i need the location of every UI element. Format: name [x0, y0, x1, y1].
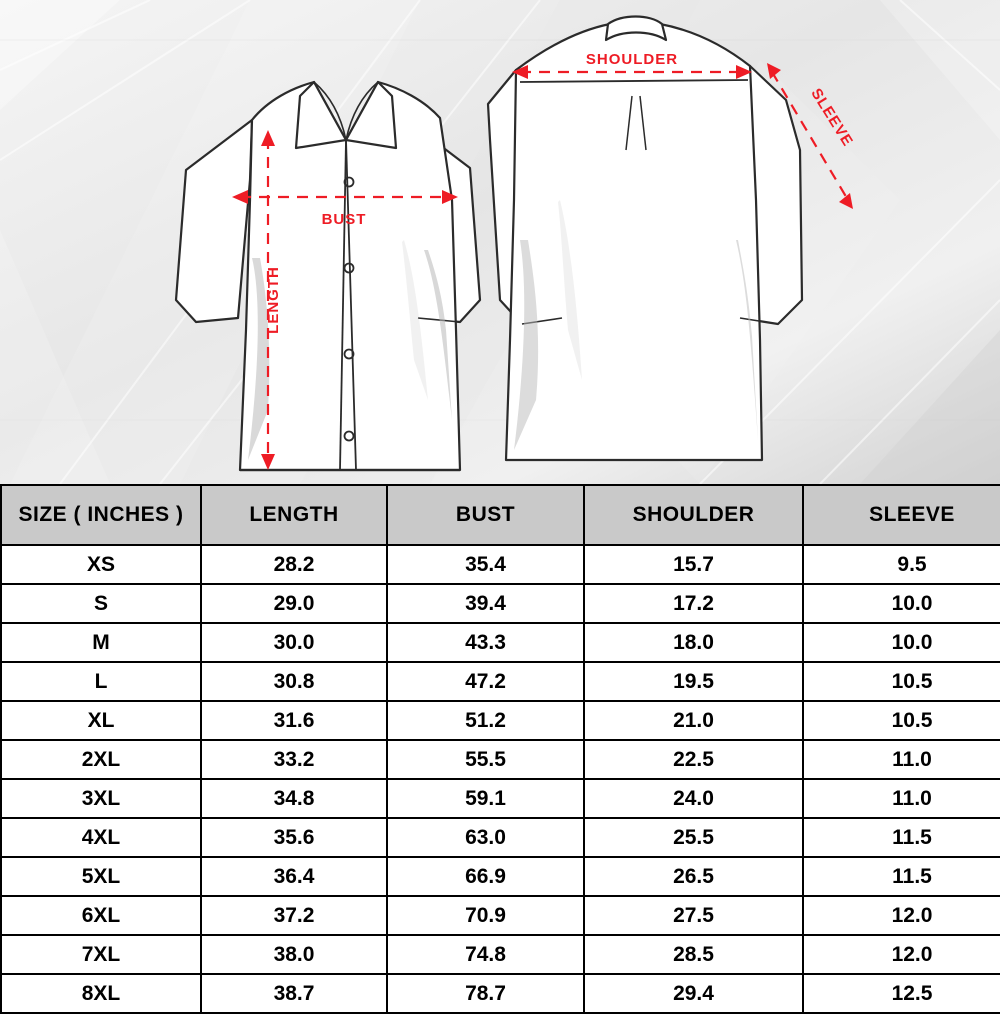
cell-bust: 43.3	[387, 623, 584, 662]
cell-length: 33.2	[201, 740, 387, 779]
table-body	[1, 545, 1000, 1013]
cell-sleeve: 11.0	[803, 779, 1000, 818]
cell-shoulder: 17.2	[584, 584, 803, 623]
cell-shoulder: 28.5	[584, 935, 803, 974]
cell-bust: 47.2	[387, 662, 584, 701]
cell-length: 38.0	[201, 935, 387, 974]
cell-bust: 63.0	[387, 818, 584, 857]
cell-sleeve: 12.5	[803, 974, 1000, 1013]
table-row	[1, 623, 1000, 662]
size-chart-table	[0, 484, 1000, 1014]
cell-sleeve: 9.5	[803, 545, 1000, 584]
table-row	[1, 818, 1000, 857]
cell-shoulder: 19.5	[584, 662, 803, 701]
cell-sleeve: 11.0	[803, 740, 1000, 779]
table-row	[1, 740, 1000, 779]
cell-sleeve: 10.0	[803, 623, 1000, 662]
cell-size: M	[1, 623, 201, 662]
column-header-length: LENGTH	[201, 485, 387, 545]
table-row	[1, 584, 1000, 623]
cell-length: 38.7	[201, 974, 387, 1013]
column-header-sleeve: SLEEVE	[803, 485, 1000, 545]
cell-bust: 78.7	[387, 974, 584, 1013]
cell-length: 30.8	[201, 662, 387, 701]
cell-shoulder: 21.0	[584, 701, 803, 740]
cell-length: 28.2	[201, 545, 387, 584]
cell-bust: 70.9	[387, 896, 584, 935]
cell-size: 3XL	[1, 779, 201, 818]
cell-length: 29.0	[201, 584, 387, 623]
cell-bust: 66.9	[387, 857, 584, 896]
cell-sleeve: 10.0	[803, 584, 1000, 623]
cell-size: 5XL	[1, 857, 201, 896]
cell-sleeve: 10.5	[803, 701, 1000, 740]
table-row	[1, 545, 1000, 584]
table-header	[1, 485, 1000, 545]
cell-size: 2XL	[1, 740, 201, 779]
cell-bust: 39.4	[387, 584, 584, 623]
garment-illustration	[0, 0, 1000, 484]
cell-bust: 55.5	[387, 740, 584, 779]
table-row	[1, 662, 1000, 701]
cell-size: 6XL	[1, 896, 201, 935]
column-header-bust: BUST	[387, 485, 584, 545]
table-row	[1, 779, 1000, 818]
cell-bust: 51.2	[387, 701, 584, 740]
cell-shoulder: 25.5	[584, 818, 803, 857]
cell-sleeve: 10.5	[803, 662, 1000, 701]
cell-length: 36.4	[201, 857, 387, 896]
table-header-row	[1, 485, 1000, 545]
cell-sleeve: 11.5	[803, 857, 1000, 896]
shoulder-label: SHOULDER	[585, 51, 679, 68]
cell-sleeve: 12.0	[803, 935, 1000, 974]
column-header-size: SIZE ( INCHES )	[1, 485, 201, 545]
cell-bust: 74.8	[387, 935, 584, 974]
cell-size: XL	[1, 701, 201, 740]
cell-length: 35.6	[201, 818, 387, 857]
cell-size: 7XL	[1, 935, 201, 974]
cell-size: 8XL	[1, 974, 201, 1013]
length-label: LENGTH	[265, 266, 282, 334]
table-row	[1, 857, 1000, 896]
cell-sleeve: 12.0	[803, 896, 1000, 935]
cell-shoulder: 27.5	[584, 896, 803, 935]
cell-shoulder: 29.4	[584, 974, 803, 1013]
table-row	[1, 701, 1000, 740]
sleeve-label: SLEEVE	[807, 85, 857, 150]
cell-shoulder: 26.5	[584, 857, 803, 896]
cell-length: 34.8	[201, 779, 387, 818]
cell-shoulder: 18.0	[584, 623, 803, 662]
cell-bust: 59.1	[387, 779, 584, 818]
cell-size: 4XL	[1, 818, 201, 857]
cell-shoulder: 24.0	[584, 779, 803, 818]
cell-shoulder: 15.7	[584, 545, 803, 584]
cell-bust: 35.4	[387, 545, 584, 584]
column-header-shoulder: SHOULDER	[584, 485, 803, 545]
cell-length: 31.6	[201, 701, 387, 740]
cell-shoulder: 22.5	[584, 740, 803, 779]
cell-size: L	[1, 662, 201, 701]
table-row	[1, 935, 1000, 974]
table-row	[1, 896, 1000, 935]
cell-sleeve: 11.5	[803, 818, 1000, 857]
bust-label: BUST	[321, 211, 367, 228]
cell-length: 30.0	[201, 623, 387, 662]
cell-size: XS	[1, 545, 201, 584]
background-facets	[0, 0, 1000, 484]
cell-length: 37.2	[201, 896, 387, 935]
cell-size: S	[1, 584, 201, 623]
table-row	[1, 974, 1000, 1013]
